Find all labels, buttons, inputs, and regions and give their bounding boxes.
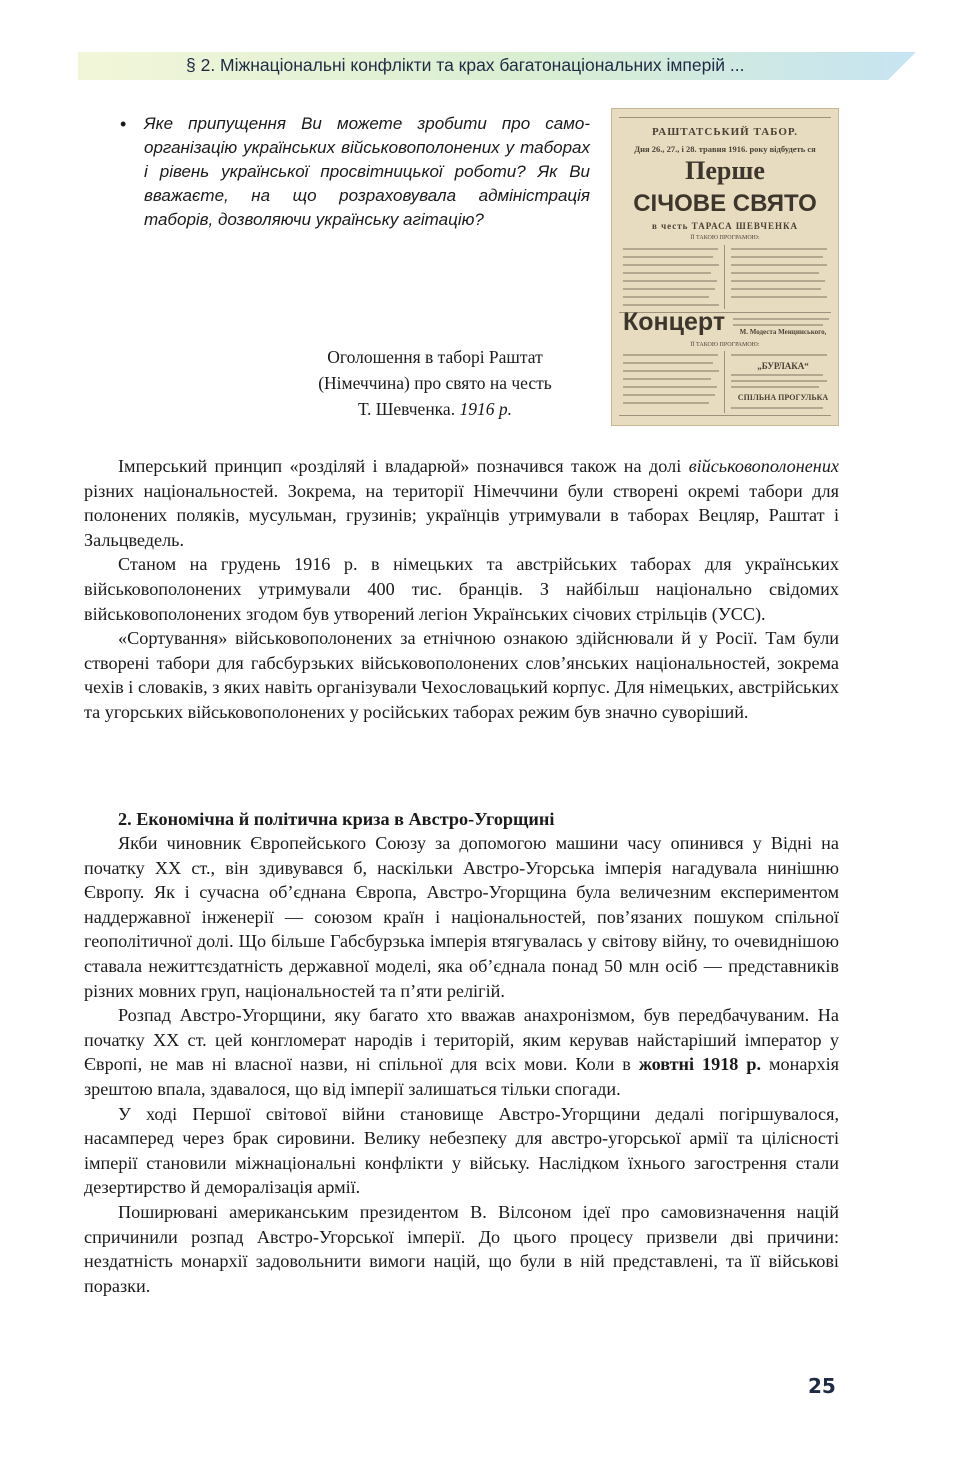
running-header: § 2. Міжнаціональні конфлікти та крах багатонаціональних імперій ... <box>186 55 745 75</box>
page-number: 25 <box>808 1374 836 1398</box>
paragraph <box>84 454 839 552</box>
paragraph-text: Розпад Австро-Угорщини, яку багато хто вважав анахронізмом, був передбачуваним. На початку ХХ ст. цей конгломерат народів і територій, яким керував найстаріший імператор у Європі, не мав ні власної назви, ні спільної для всіх мови. Коли в <box>84 1005 839 1075</box>
poster-concert-note: М. Модеста Менцинського, <box>739 328 827 336</box>
poster-divider <box>724 351 725 413</box>
paragraph: Поширювані американським президентом В. Вілсоном ідеї про самовизначення націй спричинили розпад Австро-Угорської імперії. До цього процесу призвели дві причини: нездатність монархії задовольнити вимоги націй, що були в ній представлені, та її військові поразки. <box>84 1201 839 1296</box>
caption-year: 1916 р. <box>459 399 512 419</box>
bullet-icon: • <box>120 114 127 134</box>
poster-fine-print <box>623 354 718 356</box>
image-caption <box>285 344 585 422</box>
section-title: 2. Економічна й політична криза в Австро-Угорщині <box>118 809 555 829</box>
body-text-bottom <box>84 831 839 1298</box>
poster-program-2: ЇЇ ТАКОЮ ПРОГРАМОЮ: <box>690 342 760 348</box>
poster-dates: Дня 26., 27., і 28. травня 1916. року відбудеть ся <box>634 144 816 154</box>
paragraph: «Сортування» військовополонених за етнічною ознакою здійснювали й у Росії. Там були створені табори для габсбурзьких військовополонених слов’янських національностей, зокрема чехів і словаків, з яких навіть організували Чехословацький корпус. Для німецьких, австрійських та угорських військовополонених у російських таборах режим був значно суворіший. <box>84 628 839 722</box>
question-text: Яке припущення Ви можете зробити про самоорганізацію українських військовополонених у таборах і рівень української просвітницької роботи? Як Ви вважаєте, на що розраховувала адміністрація таборів, дозволяючи українську агітацію? <box>144 114 590 229</box>
poster-fine-print <box>623 402 709 404</box>
poster-rule <box>619 117 831 118</box>
poster-fine-print <box>623 386 717 388</box>
poster-concert: Концерт <box>623 308 726 336</box>
body-text-top <box>84 454 839 725</box>
poster-fine-print <box>731 272 819 274</box>
paragraph <box>84 1003 839 1101</box>
poster-camp-name: РАШТАТСЬКИЙ ТАБОР. <box>651 126 799 138</box>
paragraph-text: монархія зрештою впала, здавалося, що від імперії залишаться тільки спогади. <box>84 1054 840 1099</box>
poster-rule <box>619 415 831 416</box>
poster-fine-print <box>731 256 823 258</box>
poster-fine-print <box>731 288 821 290</box>
poster-fine-print <box>623 362 713 364</box>
emphasis-date: жовтні 1918 р. <box>638 1054 762 1075</box>
paragraph: Станом на грудень 1916 р. в німецьких та австрійських таборах для українських військовополонених утримували 400 тис. бранців. З найбільш національно свідомих військовополонених згодом був утворений легіон Українських січових стрільців (УСС). <box>84 554 839 624</box>
poster-burlaka: „БУРЛАКА“ <box>757 361 809 371</box>
paragraph: У ході Першої світової війни становище Австро-Угорщини дедалі погіршувалося, насамперед через брак сировини. Велику небезпеку для австро-угорської армії та цілісності імперії становили міжнаціональні конфлікти у війську. Наслідком їхнього загострення стали дезертирство й деморалізація армії. <box>84 1103 839 1198</box>
poster-fine-print <box>623 304 719 306</box>
poster-fine-print <box>623 280 717 282</box>
caption-line: (Німеччина) про свято на честь <box>318 373 552 393</box>
poster-fine-print <box>623 256 713 258</box>
caption-name: Т. Шевченка. <box>358 399 456 419</box>
poster-fine-print <box>623 394 715 396</box>
poster-title-1: Перше <box>685 156 765 185</box>
poster-fine-print <box>731 248 827 250</box>
poster-fine-print <box>623 272 711 274</box>
paragraph: Якби чиновник Європейського Союзу за допомогою машини часу опинився у Відні на початку ХХ ст., він здивувався б, наскільки Австро-Угорська імперія нагадувала нинішню Європу. Як і сучасна об’єднана Європа, Австро-Угорщина була величезним експериментом наддержавної інженерії — союзом країн і національностей, пов’язаних пошуком спільної геополітичної долі. Що більше Габсбурзька імперія втягувалась у світову війну, то очевиднішою ставала нежиттєздатність державної моделі, яка об’єднала понад 50 млн осіб — представників різних мовних груп, національностей та п’яти релігій. <box>84 833 839 1001</box>
caption-line <box>285 396 585 422</box>
poster-image <box>611 108 839 426</box>
poster-fine-print <box>731 386 819 388</box>
question-block <box>120 112 590 232</box>
poster-title-2: СІЧОВЕ СВЯТО <box>633 190 817 217</box>
poster-fine-print <box>731 380 827 382</box>
poster-fine-print <box>623 288 715 290</box>
paragraph-text: різних національностей. Зокрема, на території Німеччини були створені окремі табори для полонених поляків, мусульман, грузинів; українців утримували в таборах Вецляр, Раштат і Зальцведель. <box>84 480 839 550</box>
caption-line: Оголошення в таборі Раштат <box>327 347 543 367</box>
poster-fine-print <box>623 296 709 298</box>
poster-fine-print <box>733 324 823 326</box>
poster-fine-print <box>733 318 829 320</box>
poster-fine-print <box>731 354 827 356</box>
poster-fine-print <box>623 248 718 250</box>
poster-fine-print <box>731 296 827 298</box>
poster-fine-print <box>731 280 825 282</box>
poster-fine-print <box>731 374 823 376</box>
paragraph-text: Імперський принцип «розділяй і владарюй» позначився також на долі <box>118 456 689 476</box>
poster-fine-print <box>623 378 711 380</box>
emphasis-term: військовополонених <box>688 456 839 476</box>
poster-fine-print <box>731 264 827 266</box>
poster-program: ЇЇ ТАКОЮ ПРОГРАМОЮ: <box>690 235 760 241</box>
poster-dedication: в честь ТАРАСА ШЕВЧЕНКА <box>651 221 799 231</box>
poster-walk: СПІЛЬНА ПРОГУЛЬКА <box>737 393 829 402</box>
poster-divider <box>724 245 725 309</box>
poster-fine-print <box>623 370 719 372</box>
poster-fine-print <box>623 264 719 266</box>
poster-fine-print <box>731 407 823 409</box>
